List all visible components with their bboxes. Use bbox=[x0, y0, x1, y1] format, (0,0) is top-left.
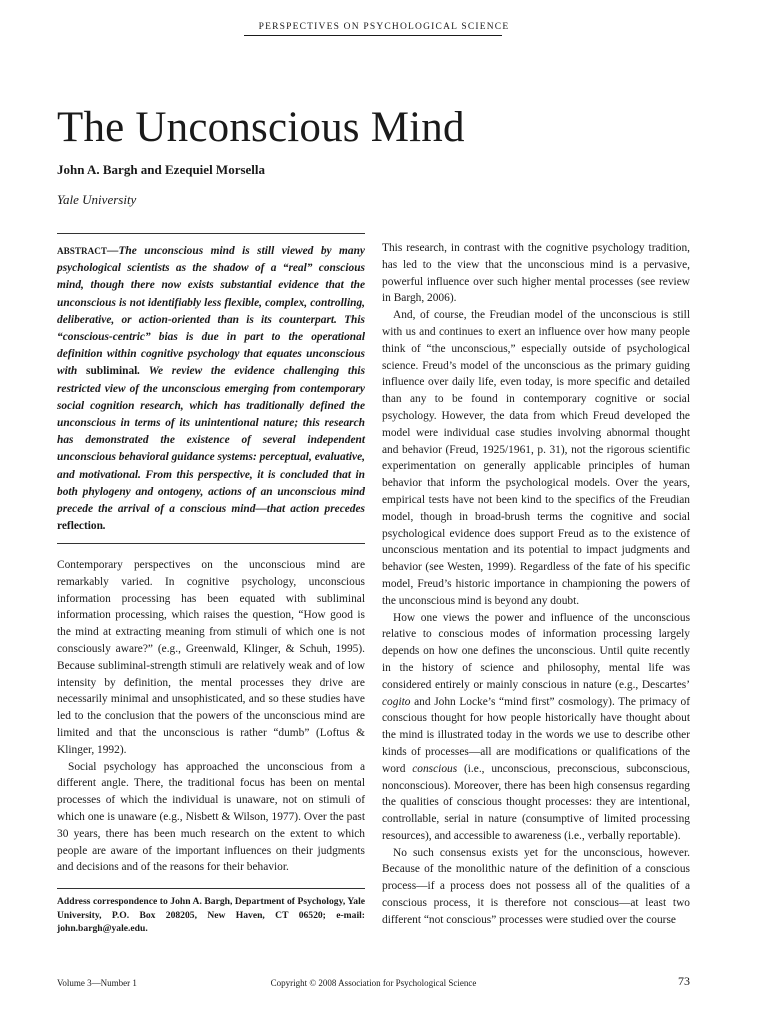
body-paragraph: Contemporary perspectives on the unconscious mind are remarkably varied. In cognitive psychology, unconscious information processing has been equated with subliminal information processing, which raises the question, “How good is the mind at extracting meaning from stimuli of which one is not consciously aware?” (e.g., Greenwald, Klinger, & Schuh, 1995). Because subliminal-strength stimuli are relatively weak and of low intensity by definition, the mental processes they drive are necessarily minimal and unsophisticated, and so these studies have led to the conclusion that the powers of the unconscious mind are limited and that the unconscious is rather “dumb” (Loftus & Klinger, 1992). bbox=[57, 559, 365, 756]
abstract-term-subliminal: subliminal bbox=[86, 365, 138, 378]
right-body-column bbox=[382, 240, 690, 929]
author-names: John A. Bargh and Ezequiel Morsella bbox=[57, 162, 266, 177]
body-text: (i.e., unconscious, preconscious, subconscious, nonconscious). Moreover, there has been high consensus regarding the qualities of conscious thought processes: they are intentional, controllable, serial in nature (consumptive of limited processing resources), and accessible to awareness (i.e., verbally reportable). bbox=[382, 762, 690, 842]
abstract-text-part-1: —The unconscious mind is still viewed by many psychological scientists as the shadow of a “real” conscious mind, though there now exists substantial evidence that the unconscious is not identifiably less flexible, complex, controlling, deliberative, or action-oriented than is its counterpart. This “conscious-centric” bias is due in part to the operational definition within cognitive psychology that equates unconscious with bbox=[57, 245, 365, 378]
body-text: How one views the power and influence of the unconscious relative to conscious modes of information processing largely depends on how one defines the unconscious. Until quite recently in the history of science and philosophy, mental life was considered entirely or mainly conscious in nature (e.g., Descartes’ bbox=[382, 611, 690, 691]
abstract-term-reflection: reflection bbox=[57, 520, 103, 533]
left-body-column bbox=[57, 557, 365, 876]
running-head-rule bbox=[244, 35, 502, 36]
abstract-text-part-3: . bbox=[102, 520, 106, 533]
body-paragraph: Social psychology has approached the unconscious from a different angle. There, the traditional focus has been on mental processes of which the individual is unaware, not on stimuli of which one is unaware (e.g., Nisbett & Wilson, 1977). Over the past 30 years, there has been much research on the extent to which people are aware of the important influences on their judgments and decisions and of the reasons for their behavior. bbox=[57, 760, 365, 874]
copyright-notice: Copyright © 2008 Association for Psychological Science bbox=[270, 978, 477, 988]
abstract-text-part-2: . We review the evidence challenging this restricted view of the unconscious emerging from contemporary social cognition research, which has traditionally defined the unconscious in terms of its unintentional nature; this research has demonstrated the existence of several independent unconscious behavioral guidance systems: perceptual, evaluative, and motivational. From this perspective, it is concluded that in both phylogeny and ontogeny, actions of an unconscious mind precede the arrival of a conscious mind—that action precedes bbox=[57, 365, 365, 516]
page-footer bbox=[57, 975, 690, 991]
footnote-rule bbox=[57, 888, 365, 889]
body-paragraph: And, of course, the Freudian model of the unconscious is still with us and continues to exert an influence over how many people think of “the unconscious,” especially outside of psychological science. Freud’s model of the unconscious as the primary guiding influence over daily life, even today, is more specific and detailed than any to be found in contemporary cognitive or social psychology. However, the data from which Freud developed the model were individual case studies involving abnormal thought and behavior (Freud, 1925/1961, p. 31), not the rigorous scientific experimentation on generally applicable principles of human behavior that inform the psychological models. Over the years, empirical tests have not been kind to the specifics of the Freudian model, though in broad-brush terms the cognitive and social psychological evidence does support Freud as to the existence of unconscious mentation and its potential to impact judgments and behavior (see Westen, 1999). Regardless of the fate of his specific model, Freud’s historic importance in championing the powers of the unconscious mind is beyond any doubt. bbox=[382, 309, 690, 607]
page-number: 73 bbox=[678, 974, 690, 988]
abstract-top-rule bbox=[57, 233, 365, 234]
running-head bbox=[0, 22, 768, 32]
body-paragraph bbox=[382, 610, 690, 845]
correspondence-footnote: Address correspondence to John A. Bargh, Department of Psychology, Yale University, P.O. Box 208205, New Haven, CT 06520; e-mail: john.bargh@yale.edu. bbox=[57, 896, 365, 935]
abstract-bottom-rule bbox=[57, 543, 365, 544]
volume-label: Volume 3—Number 1 bbox=[57, 978, 137, 988]
body-text: and John Locke’s “mind first” cosmology). The primacy of conscious thought for how people historically have thought about the mind is illustrated today in the words we use to describe other kinds of processes—all are modifications or qualifications of the word bbox=[382, 695, 690, 775]
author-affiliation: Yale University bbox=[57, 192, 137, 207]
emphasis-conscious: conscious bbox=[412, 762, 458, 775]
article-title: The Unconscious Mind bbox=[57, 104, 465, 151]
emphasis-cogito: cogito bbox=[382, 695, 411, 708]
body-paragraph: No such consensus exists yet for the unconscious, however. Because of the monolithic nature of the definition of a conscious process—if a process does not possess all of the qualities of a conscious process, it is therefore not conscious—at least two different “not conscious” processes were studied over the course bbox=[382, 846, 690, 926]
abstract bbox=[57, 243, 365, 535]
running-head-text: PERSPECTIVES ON PSYCHOLOGICAL SCIENCE bbox=[258, 22, 510, 32]
body-paragraph: This research, in contrast with the cognitive psychology tradition, has led to the view that the unconscious mind is a pervasive, powerful influence over such higher mental processes (see review in Bargh, 2006). bbox=[382, 242, 690, 305]
abstract-label: ABSTRACT bbox=[57, 246, 108, 256]
